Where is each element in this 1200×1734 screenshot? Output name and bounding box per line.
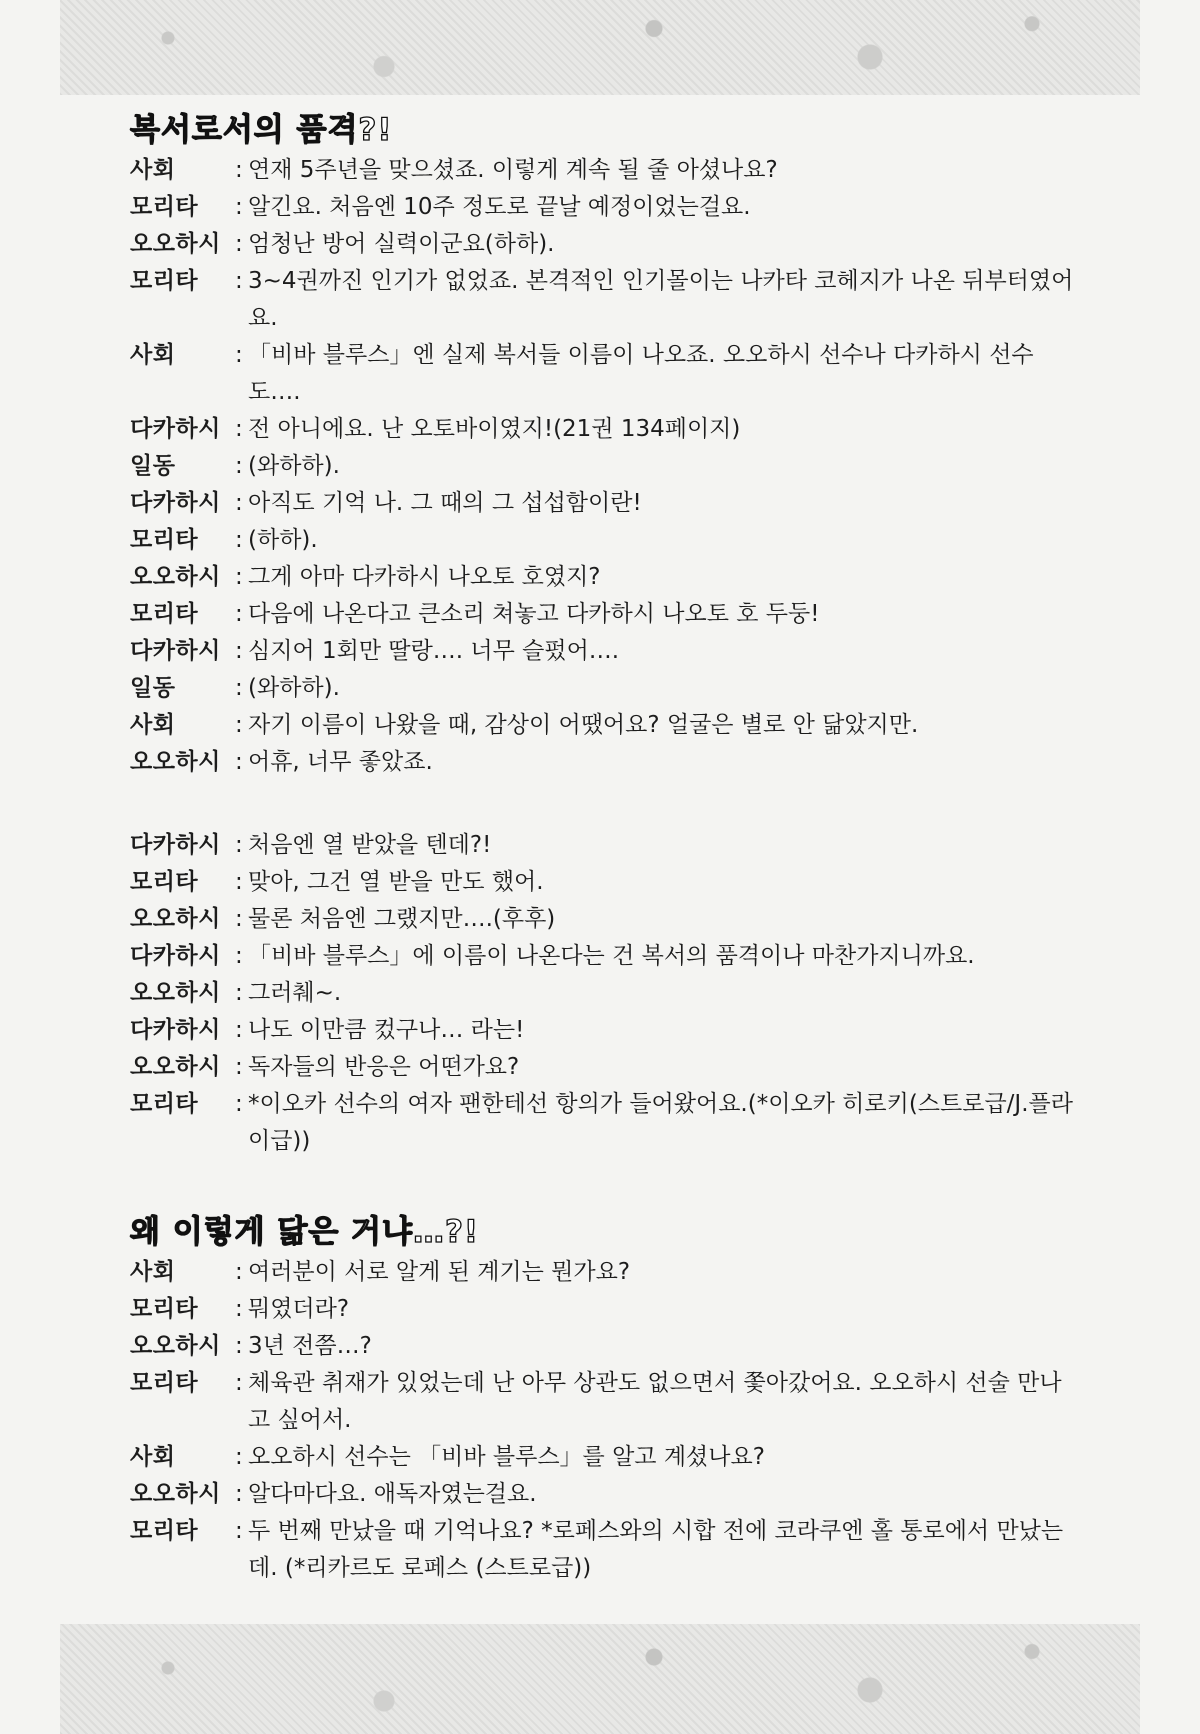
speaker-name: 오오하시 <box>130 906 221 932</box>
dialogue-line: 모리타 : 맞아, 그건 열 받을 만도 했어. <box>130 864 1080 901</box>
section-heading: 왜 이렇게 닮은 거냐…?! <box>130 1214 480 1250</box>
dialogue-line: 사회 : 「비바 블루스」엔 실제 복서들 이름이 나오죠. 오오하시 선수나 다카하시 선수도…. <box>130 337 1080 411</box>
section-heading: 복서로서의 품격?! <box>130 112 393 148</box>
line-text: 전 아니에요. 난 오토바이였지!(21권 134페이지) <box>248 416 741 442</box>
dialogue-line: 사회 : 자기 이름이 나왔을 때, 감상이 어땠어요? 얼굴은 별로 안 닮았지만. <box>130 707 1080 744</box>
dialogue-line: 다카하시 : 심지어 1회만 딸랑…. 너무 슬펐어…. <box>130 633 1080 670</box>
speaker-name: 다카하시 <box>130 490 221 516</box>
dialogue-line: 모리타 : 3~4권까진 인기가 없었죠. 본격적인 인기몰이는 나카타 코헤지가 나온 뒤부터였어요. <box>130 263 1080 337</box>
line-text: (와하하). <box>248 675 340 701</box>
dialogue-line: 오오하시 : 독자들의 반응은 어떤가요? <box>130 1049 1080 1086</box>
speaker-name: 오오하시 <box>130 231 221 257</box>
dialogue-line: 오오하시 : 3년 전쯤…? <box>130 1328 1080 1365</box>
line-text: (와하하). <box>248 453 340 479</box>
line-text: 오오하시 선수는 「비바 블루스」를 알고 계셨나요? <box>248 1444 765 1470</box>
dialogue-line: 오오하시 : 어휴, 너무 좋았죠. <box>130 744 1080 781</box>
speaker-name: 사회 <box>130 712 176 738</box>
line-text: 어휴, 너무 좋았죠. <box>248 749 433 775</box>
line-text: 엄청난 방어 실력이군요(하하). <box>248 231 555 257</box>
dialogue-line: 일동 : (와하하). <box>130 448 1080 485</box>
dialogue <box>130 152 1080 781</box>
speaker-name: 오오하시 <box>130 1481 221 1507</box>
dialogue-line: 사회 : 연재 5주년을 맞으셨죠. 이렇게 계속 될 줄 아셨나요? <box>130 152 1080 189</box>
line-text: 처음엔 열 받았을 텐데?! <box>248 832 492 858</box>
speaker-name: 다카하시 <box>130 638 221 664</box>
speaker-name: 모리타 <box>130 527 199 553</box>
speaker-name: 사회 <box>130 1444 176 1470</box>
line-text: 연재 5주년을 맞으셨죠. 이렇게 계속 될 줄 아셨나요? <box>248 157 778 183</box>
line-text: 「비바 블루스」에 이름이 나온다는 건 복서의 품격이나 마찬가지니까요. <box>248 943 975 969</box>
dialogue <box>130 1254 1080 1587</box>
line-text: 그러췌~. <box>248 980 342 1006</box>
speaker-name: 일동 <box>130 675 176 701</box>
speaker-name: 오오하시 <box>130 1333 221 1359</box>
speaker-name: 일동 <box>130 453 176 479</box>
dialogue-line: 모리타 : 다음에 나온다고 큰소리 쳐놓고 다카하시 나오토 호 두둥! <box>130 596 1080 633</box>
line-text: 다음에 나온다고 큰소리 쳐놓고 다카하시 나오토 호 두둥! <box>248 601 820 627</box>
line-text: 아직도 기억 나. 그 때의 그 섭섭함이란! <box>248 490 642 516</box>
speaker-name: 모리타 <box>130 869 199 895</box>
dialogue-line: 오오하시 : 알다마다요. 애독자였는걸요. <box>130 1476 1080 1513</box>
section-continuation <box>130 827 1080 1160</box>
line-text: 알다마다요. 애독자였는걸요. <box>248 1481 537 1507</box>
dialogue-line: 일동 : (와하하). <box>130 670 1080 707</box>
line-text: (하하). <box>248 527 318 553</box>
line-text: 맞아, 그건 열 받을 만도 했어. <box>248 869 544 895</box>
dialogue-line: 모리타 : 체육관 취재가 있었는데 난 아무 상관도 없으면서 쫓아갔어요. 오오하시 선술 만나고 싶어서. <box>130 1365 1080 1439</box>
line-text: 여러분이 서로 알게 된 계기는 뭔가요? <box>248 1259 631 1285</box>
dialogue-line: 다카하시 : 처음엔 열 받았을 텐데?! <box>130 827 1080 864</box>
speaker-name: 다카하시 <box>130 943 221 969</box>
line-text: 「비바 블루스」엔 실제 복서들 이름이 나오죠. 오오하시 선수나 다카하시 선수도…. <box>248 342 1034 405</box>
speaker-name: 사회 <box>130 157 176 183</box>
interview-page <box>130 108 1080 1633</box>
dialogue-line: 다카하시 : 전 아니에요. 난 오토바이였지!(21권 134페이지) <box>130 411 1080 448</box>
dialogue <box>130 827 1080 1160</box>
speaker-name: 모리타 <box>130 601 199 627</box>
dialogue-line: 오오하시 : 물론 처음엔 그랬지만….(후후) <box>130 901 1080 938</box>
line-text: 두 번째 만났을 때 기억나요? *로페스와의 시합 전에 코라쿠엔 홀 통로에서 만났는데. (*리카르도 로페스 (스트로급)) <box>248 1518 1064 1581</box>
dialogue-line: 다카하시 : 「비바 블루스」에 이름이 나온다는 건 복서의 품격이나 마찬가지니까요. <box>130 938 1080 975</box>
speaker-name: 오오하시 <box>130 564 221 590</box>
top-texture-band <box>60 0 1140 95</box>
line-text: *이오카 선수의 여자 팬한테선 항의가 들어왔어요.(*이오카 히로키(스트로급/J.플라이급)) <box>248 1091 1073 1154</box>
dialogue-line: 모리타 : *이오카 선수의 여자 팬한테선 항의가 들어왔어요.(*이오카 히로키(스트로급/J.플라이급)) <box>130 1086 1080 1160</box>
speaker-name: 모리타 <box>130 1091 199 1117</box>
speaker-name: 오오하시 <box>130 749 221 775</box>
dialogue-line: 오오하시 : 그게 아마 다카하시 나오토 호였지? <box>130 559 1080 596</box>
line-text: 물론 처음엔 그랬지만….(후후) <box>248 906 556 932</box>
speaker-name: 사회 <box>130 342 176 368</box>
line-text: 독자들의 반응은 어떤가요? <box>248 1054 520 1080</box>
dialogue-line: 사회 : 오오하시 선수는 「비바 블루스」를 알고 계셨나요? <box>130 1439 1080 1476</box>
line-text: 체육관 취재가 있었는데 난 아무 상관도 없으면서 쫓아갔어요. 오오하시 선술 만나고 싶어서. <box>248 1370 1062 1433</box>
dialogue-line: 모리타 : 두 번째 만났을 때 기억나요? *로페스와의 시합 전에 코라쿠엔 홀 통로에서 만났는데. (*리카르도 로페스 (스트로급)) <box>130 1513 1080 1587</box>
dialogue-line: 오오하시 : 엄청난 방어 실력이군요(하하). <box>130 226 1080 263</box>
line-text: 알긴요. 처음엔 10주 정도로 끝날 예정이었는걸요. <box>248 194 751 220</box>
line-text: 3~4권까진 인기가 없었죠. 본격적인 인기몰이는 나카타 코헤지가 나온 뒤부터였어요. <box>248 268 1074 331</box>
speaker-name: 다카하시 <box>130 1017 221 1043</box>
dialogue-line: 다카하시 : 나도 이만큼 컸구나… 라는! <box>130 1012 1080 1049</box>
speaker-name: 다카하시 <box>130 416 221 442</box>
section-boxer-dignity <box>130 108 1080 781</box>
line-text: 그게 아마 다카하시 나오토 호였지? <box>248 564 601 590</box>
speaker-name: 모리타 <box>130 1370 199 1396</box>
speaker-name: 오오하시 <box>130 1054 221 1080</box>
speaker-name: 모리타 <box>130 1518 199 1544</box>
line-text: 뭐였더라? <box>248 1296 350 1322</box>
bottom-texture-band <box>60 1624 1140 1734</box>
dialogue-line: 사회 : 여러분이 서로 알게 된 계기는 뭔가요? <box>130 1254 1080 1291</box>
speaker-name: 다카하시 <box>130 832 221 858</box>
dialogue-line: 모리타 : 알긴요. 처음엔 10주 정도로 끝날 예정이었는걸요. <box>130 189 1080 226</box>
speaker-name: 모리타 <box>130 194 199 220</box>
dialogue-line: 모리타 : 뭐였더라? <box>130 1291 1080 1328</box>
dialogue-line: 다카하시 : 아직도 기억 나. 그 때의 그 섭섭함이란! <box>130 485 1080 522</box>
speaker-name: 오오하시 <box>130 980 221 1006</box>
line-text: 나도 이만큼 컸구나… 라는! <box>248 1017 525 1043</box>
speaker-name: 모리타 <box>130 1296 199 1322</box>
speaker-name: 사회 <box>130 1259 176 1285</box>
line-text: 3년 전쯤…? <box>248 1333 372 1359</box>
line-text: 심지어 1회만 딸랑…. 너무 슬펐어…. <box>248 638 620 664</box>
speaker-name: 모리타 <box>130 268 199 294</box>
dialogue-line: 오오하시 : 그러췌~. <box>130 975 1080 1012</box>
dialogue-line: 모리타 : (하하). <box>130 522 1080 559</box>
line-text: 자기 이름이 나왔을 때, 감상이 어땠어요? 얼굴은 별로 안 닮았지만. <box>248 712 919 738</box>
section-how-we-met <box>130 1210 1080 1587</box>
